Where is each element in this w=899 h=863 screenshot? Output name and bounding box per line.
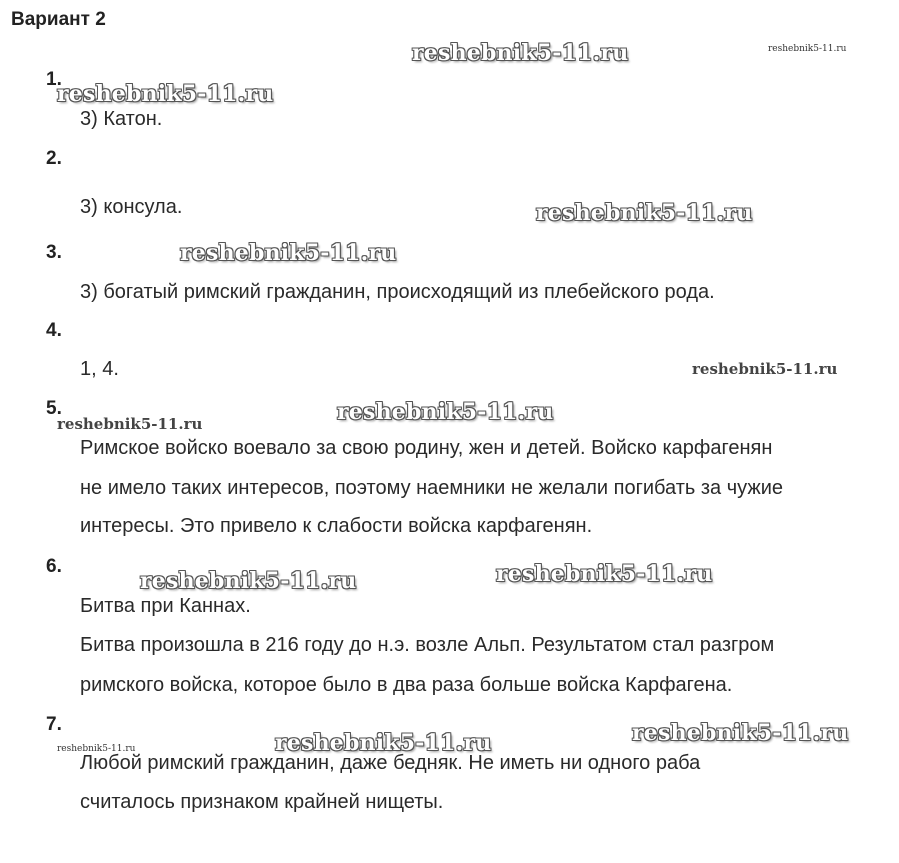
answer-line: считалось признаком крайней нищеты. <box>80 791 444 813</box>
watermark: reshebnik5-11.ru <box>140 568 357 594</box>
answer-line: римского войска, которое было в два раза больше войска Карфагена. <box>80 674 733 696</box>
question-number: 3. <box>46 242 62 263</box>
watermark: reshebnik5-11.ru <box>412 40 629 66</box>
page-title: Вариант 2 <box>11 9 106 30</box>
watermark: reshebnik5-11.ru <box>337 399 554 425</box>
question-number: 5. <box>46 398 62 419</box>
answer-line: Любой римский гражданин, даже бедняк. Не иметь ни одного раба <box>80 752 701 774</box>
question-number: 6. <box>46 556 62 577</box>
watermark: reshebnik5-11.ru <box>180 240 397 266</box>
answer-line: 3) консула. <box>80 196 183 218</box>
watermark: reshebnik5-11.ru <box>57 744 136 754</box>
answer-line: интересы. Это привело к слабости войска карфагенян. <box>80 515 593 537</box>
answer-line: не имело таких интересов, поэтому наемники не желали погибать за чужие <box>80 477 784 499</box>
watermark: reshebnik5-11.ru <box>496 561 713 587</box>
watermark: reshebnik5-11.ru <box>57 415 203 433</box>
watermark: reshebnik5-11.ru <box>275 730 492 756</box>
answer-line: Битва произошла в 216 году до н.э. возле Альп. Результатом стал разгром <box>80 634 775 656</box>
watermark: reshebnik5-11.ru <box>57 81 274 107</box>
answer-line: 1, 4. <box>80 358 119 380</box>
answer-line: 3) Катон. <box>80 108 163 130</box>
watermark: reshebnik5-11.ru <box>536 200 753 226</box>
watermark: reshebnik5-11.ru <box>692 360 838 378</box>
watermark: reshebnik5-11.ru <box>768 44 847 54</box>
question-number: 2. <box>46 148 62 169</box>
question-number: 1. <box>46 69 62 90</box>
watermark: reshebnik5-11.ru <box>632 720 849 746</box>
answer-line: Битва при Каннах. <box>80 595 251 617</box>
answer-line: Римское войско воевало за свою родину, жен и детей. Войско карфагенян <box>80 437 773 459</box>
answer-line: 3) богатый римский гражданин, происходящий из плебейского рода. <box>80 281 715 303</box>
question-number: 7. <box>46 714 62 735</box>
question-number: 4. <box>46 320 62 341</box>
